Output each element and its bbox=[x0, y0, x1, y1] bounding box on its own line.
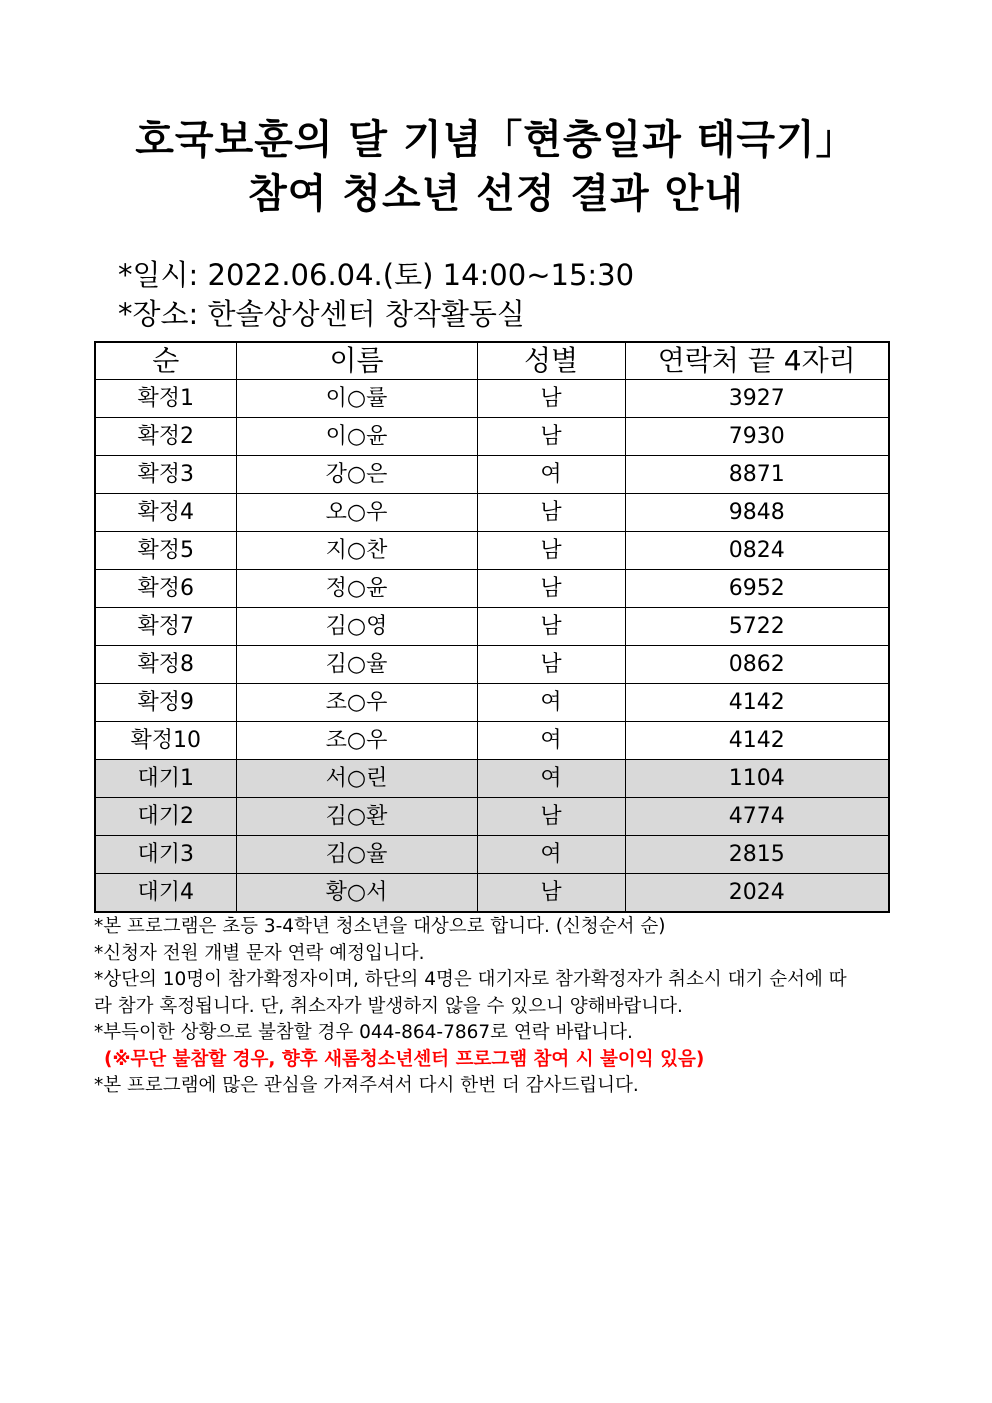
table-row bbox=[95, 760, 889, 798]
cell-name: 정○윤 bbox=[236, 570, 477, 608]
cell-gender: 여 bbox=[477, 456, 625, 494]
cell-order: 확정10 bbox=[95, 722, 236, 760]
cell-phone: 4142 bbox=[625, 722, 889, 760]
cell-name: 김○영 bbox=[236, 608, 477, 646]
table-row bbox=[95, 570, 889, 608]
cell-phone: 9848 bbox=[625, 494, 889, 532]
cell-phone: 4142 bbox=[625, 684, 889, 722]
cell-order: 확정7 bbox=[95, 608, 236, 646]
note-thanks: *본 프로그램에 많은 관심을 가져주셔서 다시 한번 더 감사드립니다. bbox=[94, 1075, 639, 1096]
cell-gender: 남 bbox=[477, 608, 625, 646]
cell-order: 확정9 bbox=[95, 684, 236, 722]
table-row bbox=[95, 836, 889, 874]
cell-name: 오○우 bbox=[236, 494, 477, 532]
note-waitlist-1: *상단의 10명이 참가확정자이며, 하단의 4명은 대기자로 참가확정자가 취소시 대기 순서에 따 bbox=[94, 969, 847, 990]
note-contact: *신청자 전원 개별 문자 연락 예정입니다. bbox=[94, 942, 425, 964]
cell-name: 서○린 bbox=[236, 760, 477, 798]
table-body bbox=[95, 380, 889, 913]
cell-gender: 남 bbox=[477, 798, 625, 836]
cell-order: 대기3 bbox=[95, 836, 236, 874]
header-order: 순 bbox=[95, 342, 236, 380]
note-target: *본 프로그램은 초등 3-4학년 청소년을 대상으로 합니다. (신청순서 순) bbox=[94, 916, 666, 937]
cell-name: 김○율 bbox=[236, 836, 477, 874]
note-absence: *부득이한 상황으로 불참할 경우 044-864-7867로 연락 바랍니다. bbox=[94, 1022, 633, 1043]
cell-gender: 남 bbox=[477, 418, 625, 456]
cell-phone: 7930 bbox=[625, 418, 889, 456]
cell-phone: 2024 bbox=[625, 874, 889, 913]
table-row bbox=[95, 494, 889, 532]
cell-name: 강○은 bbox=[236, 456, 477, 494]
table-row bbox=[95, 722, 889, 760]
cell-gender: 남 bbox=[477, 494, 625, 532]
cell-gender: 남 bbox=[477, 570, 625, 608]
cell-phone: 1104 bbox=[625, 760, 889, 798]
cell-name: 이○윤 bbox=[236, 418, 477, 456]
note-waitlist-2: 라 참가 혹정됩니다. 단, 취소자가 발생하지 않을 수 있으니 양해바랍니다. bbox=[94, 995, 683, 1017]
cell-order: 확정6 bbox=[95, 570, 236, 608]
table-row bbox=[95, 456, 889, 494]
cell-order: 확정8 bbox=[95, 646, 236, 684]
table-row bbox=[95, 684, 889, 722]
table-row bbox=[95, 418, 889, 456]
cell-gender: 여 bbox=[477, 760, 625, 798]
header-gender: 성별 bbox=[477, 342, 625, 380]
cell-gender: 남 bbox=[477, 380, 625, 418]
document-title-line1: 호국보훈의 달 기념「현충일과 태극기」 bbox=[135, 117, 857, 163]
cell-name: 김○율 bbox=[236, 646, 477, 684]
table-row bbox=[95, 874, 889, 913]
cell-gender: 여 bbox=[477, 684, 625, 722]
header-name: 이름 bbox=[236, 342, 477, 380]
cell-gender: 여 bbox=[477, 722, 625, 760]
cell-order: 확정1 bbox=[95, 380, 236, 418]
table-row bbox=[95, 532, 889, 570]
cell-phone: 3927 bbox=[625, 380, 889, 418]
selection-results-table bbox=[94, 341, 890, 913]
cell-order: 대기4 bbox=[95, 874, 236, 913]
cell-phone: 6952 bbox=[625, 570, 889, 608]
cell-phone: 8871 bbox=[625, 456, 889, 494]
note-warning: (※무단 불참할 경우, 향후 새롬청소년센터 프로그램 참여 시 불이익 있음) bbox=[104, 1048, 705, 1070]
document-title-line2: 참여 청소년 선정 결과 안내 bbox=[248, 171, 744, 217]
header-phone: 연락처 끝 4자리 bbox=[625, 342, 889, 380]
cell-order: 확정3 bbox=[95, 456, 236, 494]
cell-order: 확정5 bbox=[95, 532, 236, 570]
cell-name: 이○률 bbox=[236, 380, 477, 418]
cell-phone: 4774 bbox=[625, 798, 889, 836]
cell-gender: 남 bbox=[477, 874, 625, 913]
cell-order: 대기2 bbox=[95, 798, 236, 836]
cell-phone: 0824 bbox=[625, 532, 889, 570]
cell-phone: 5722 bbox=[625, 608, 889, 646]
cell-phone: 0862 bbox=[625, 646, 889, 684]
cell-order: 확정4 bbox=[95, 494, 236, 532]
cell-gender: 남 bbox=[477, 646, 625, 684]
cell-name: 황○서 bbox=[236, 874, 477, 913]
cell-gender: 여 bbox=[477, 836, 625, 874]
cell-phone: 2815 bbox=[625, 836, 889, 874]
event-place: *장소: 한솔상상센터 창작활동실 bbox=[118, 297, 525, 331]
table-header-row bbox=[95, 342, 889, 380]
cell-name: 조○우 bbox=[236, 684, 477, 722]
table-row bbox=[95, 380, 889, 418]
cell-name: 지○찬 bbox=[236, 532, 477, 570]
cell-gender: 남 bbox=[477, 532, 625, 570]
table-row bbox=[95, 798, 889, 836]
event-date: *일시: 2022.06.04.(토) 14:00~15:30 bbox=[118, 258, 635, 292]
notes-section bbox=[94, 914, 914, 1100]
table-row bbox=[95, 646, 889, 684]
cell-order: 확정2 bbox=[95, 418, 236, 456]
table-row bbox=[95, 608, 889, 646]
cell-name: 김○환 bbox=[236, 798, 477, 836]
cell-name: 조○우 bbox=[236, 722, 477, 760]
cell-order: 대기1 bbox=[95, 760, 236, 798]
